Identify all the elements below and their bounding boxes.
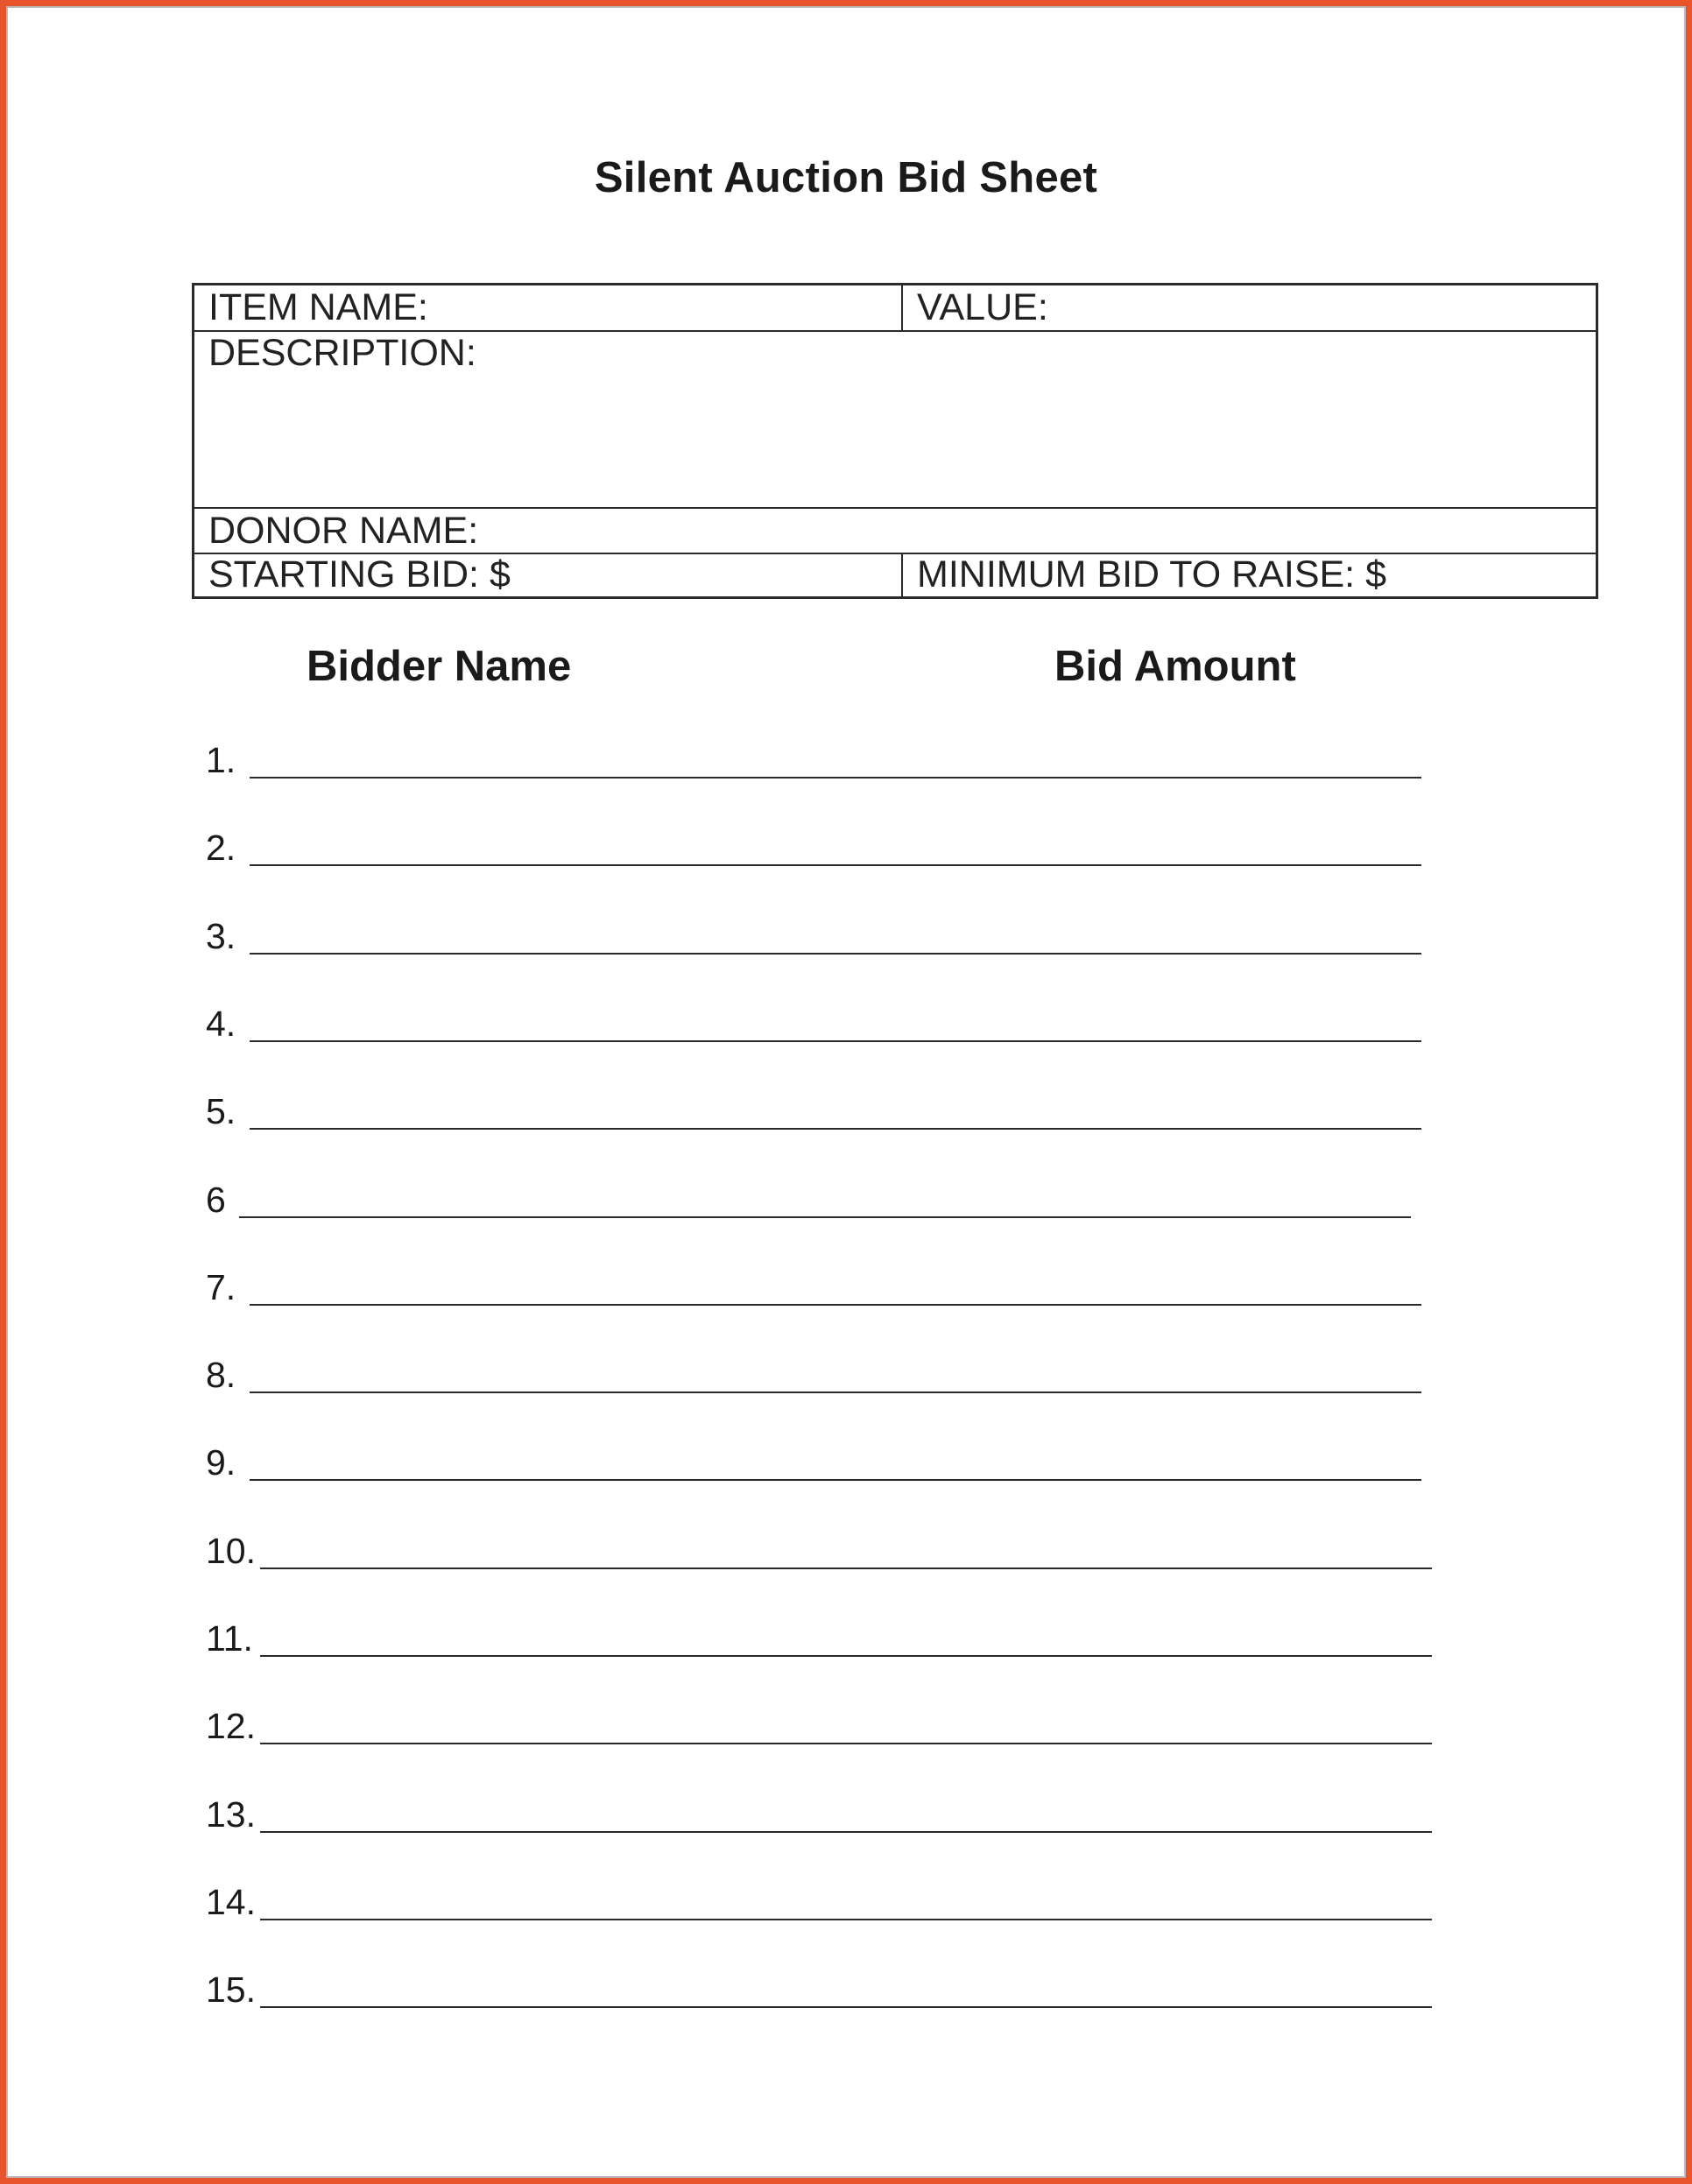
bid-row-number: 3.	[206, 916, 236, 956]
bid-row-number: 6	[206, 1180, 226, 1220]
bid-row	[206, 1704, 1432, 1748]
description-label: DESCRIPTION:	[208, 332, 476, 374]
bid-row-number: 13.	[206, 1794, 256, 1835]
donor-name-label: DONOR NAME:	[208, 510, 479, 552]
bid-entry-line[interactable]	[260, 1655, 1432, 1657]
item-name-field[interactable]	[194, 285, 903, 330]
bid-entry-line[interactable]	[250, 1128, 1421, 1130]
bid-entry-line[interactable]	[250, 1304, 1421, 1306]
bid-row-number: 10.	[206, 1531, 256, 1571]
bid-row	[206, 1089, 1421, 1133]
bid-row	[206, 826, 1421, 870]
description-field[interactable]	[194, 332, 1596, 507]
bid-entry-line[interactable]	[260, 1919, 1432, 1920]
bid-row	[206, 1265, 1421, 1309]
value-field[interactable]	[903, 285, 1596, 330]
bid-amount-header: Bid Amount	[1054, 643, 1296, 690]
bid-entry-line[interactable]	[250, 953, 1421, 955]
starting-bid-label: STARTING BID: $	[208, 553, 511, 595]
bid-terms-row	[194, 554, 1596, 596]
bid-row-number: 1.	[206, 740, 236, 780]
bid-row-number: 5.	[206, 1091, 236, 1131]
minimum-bid-label: MINIMUM BID TO RAISE: $	[917, 553, 1386, 595]
item-info-table	[192, 283, 1598, 599]
bid-entry-line[interactable]	[250, 864, 1421, 866]
bid-entry-line[interactable]	[260, 1831, 1432, 1833]
bidder-name-header: Bidder Name	[307, 643, 572, 690]
bid-row-number: 7.	[206, 1267, 236, 1307]
bid-row	[206, 914, 1421, 958]
minimum-bid-field[interactable]	[903, 554, 1596, 596]
value-label: VALUE:	[917, 286, 1048, 328]
bid-entry-line[interactable]	[260, 1743, 1432, 1744]
bid-row	[206, 1529, 1432, 1573]
bid-row	[206, 1968, 1432, 2011]
bid-row	[206, 1353, 1421, 1397]
bid-row-number: 15.	[206, 1969, 256, 2010]
donor-name-row	[194, 509, 1596, 554]
item-name-label: ITEM NAME:	[208, 286, 428, 328]
bid-entry-line[interactable]	[260, 1568, 1432, 1569]
bid-entry-line[interactable]	[250, 1479, 1421, 1481]
bid-row-number: 11.	[206, 1618, 253, 1659]
bid-entry-line[interactable]	[239, 1216, 1411, 1218]
bid-row-number: 14.	[206, 1882, 256, 1922]
bid-row-number: 9.	[206, 1442, 236, 1483]
bid-row	[206, 1617, 1432, 1660]
bid-row-number: 12.	[206, 1706, 256, 1746]
bid-row	[206, 738, 1421, 782]
bid-row	[206, 1793, 1432, 1836]
item-name-row	[194, 285, 1596, 332]
bid-row	[206, 1880, 1432, 1924]
bid-row-number: 4.	[206, 1004, 236, 1044]
bid-row	[206, 1178, 1421, 1222]
bid-row-number: 8.	[206, 1355, 236, 1395]
bid-row	[206, 1441, 1421, 1484]
donor-name-field[interactable]	[194, 509, 1596, 553]
bid-entry-line[interactable]	[250, 777, 1421, 778]
bid-entry-line[interactable]	[250, 1040, 1421, 1042]
bid-entry-line[interactable]	[260, 2006, 1432, 2008]
description-row	[194, 332, 1596, 509]
page-title: Silent Auction Bid Sheet	[594, 154, 1098, 201]
bid-row	[206, 1002, 1421, 1046]
bid-entry-line[interactable]	[250, 1391, 1421, 1393]
starting-bid-field[interactable]	[194, 554, 903, 596]
bid-row-number: 2.	[206, 828, 236, 868]
